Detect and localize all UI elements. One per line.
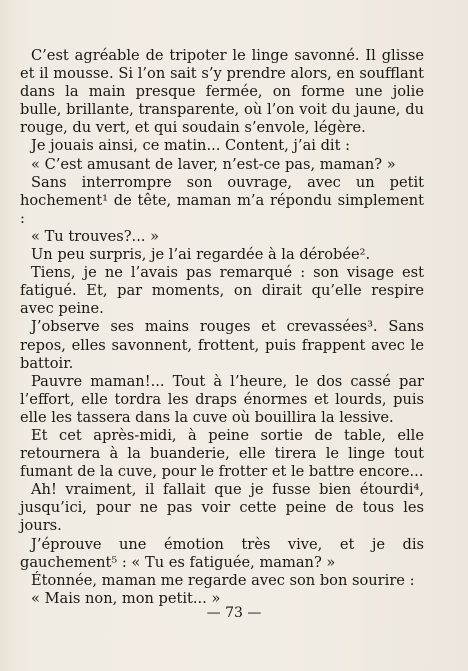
paragraph-2: Je jouais ainsi, ce matin... Content, j’ai dit : (31, 137, 351, 155)
paragraph-1: C’est agréable de tripoter le linge savonné. Il glisse et il mousse. Si l’on sait s’y prendre alors, en soufflant dans la main presque fermée, on forme une jolie bulle, brillante, transparente, où l’on voit du jaune, du rouge, du vert, et qui soudain s’envole, légère. (20, 47, 424, 137)
paragraph-7: Tiens, je ne l’avais pas remarqué : son visage est fatigué. Et, par moments, on dirait qu’elle respire avec peine. (20, 264, 424, 318)
paragraph-12: J’éprouve une émotion très vive, et je dis gauchement⁵ : « Tu es fatiguée, maman? » (20, 535, 424, 571)
paragraph-13: Étonnée, maman me regarde avec son bon sourire : (31, 571, 415, 589)
paragraph-9: Pauvre maman!... Tout à l’heure, le dos cassé par l’effort, elle tordra les draps énormes et lourds, puis elle les tassera dans la cuve où bouillira la lessive. (20, 372, 424, 426)
paragraph-6: Un peu surpris, je l’ai regardée à la dérobée². (31, 246, 371, 264)
paragraph-4: Sans interrompre son ouvrage, avec un petit hochement¹ de tête, maman m’a répondu simplement : (20, 173, 424, 227)
paragraph-11: Ah! vraiment, il fallait que je fusse bien étourdi⁴, jusqu’ici, pour ne pas voir cette peine de tous les jours. (20, 481, 424, 535)
paragraph-8: J’observe ses mains rouges et crevassées³. Sans repos, elles savonnent, frottent, puis frappent avec le battoir. (20, 318, 424, 372)
paragraph-14: « Mais non, mon petit... » (31, 589, 221, 607)
paragraph-10: Et cet après-midi, à peine sortie de table, elle retournera à la buanderie, elle tirera le linge tout fumant de la cuve, pour le frotter et le battre encore... (20, 426, 424, 481)
paragraph-3: « C’est amusant de laver, n’est-ce pas, maman? » (31, 155, 396, 173)
paragraph-5: « Tu trouves?... » (31, 227, 160, 245)
body-text (20, 47, 424, 608)
page-number: — 73 — (206, 605, 262, 621)
